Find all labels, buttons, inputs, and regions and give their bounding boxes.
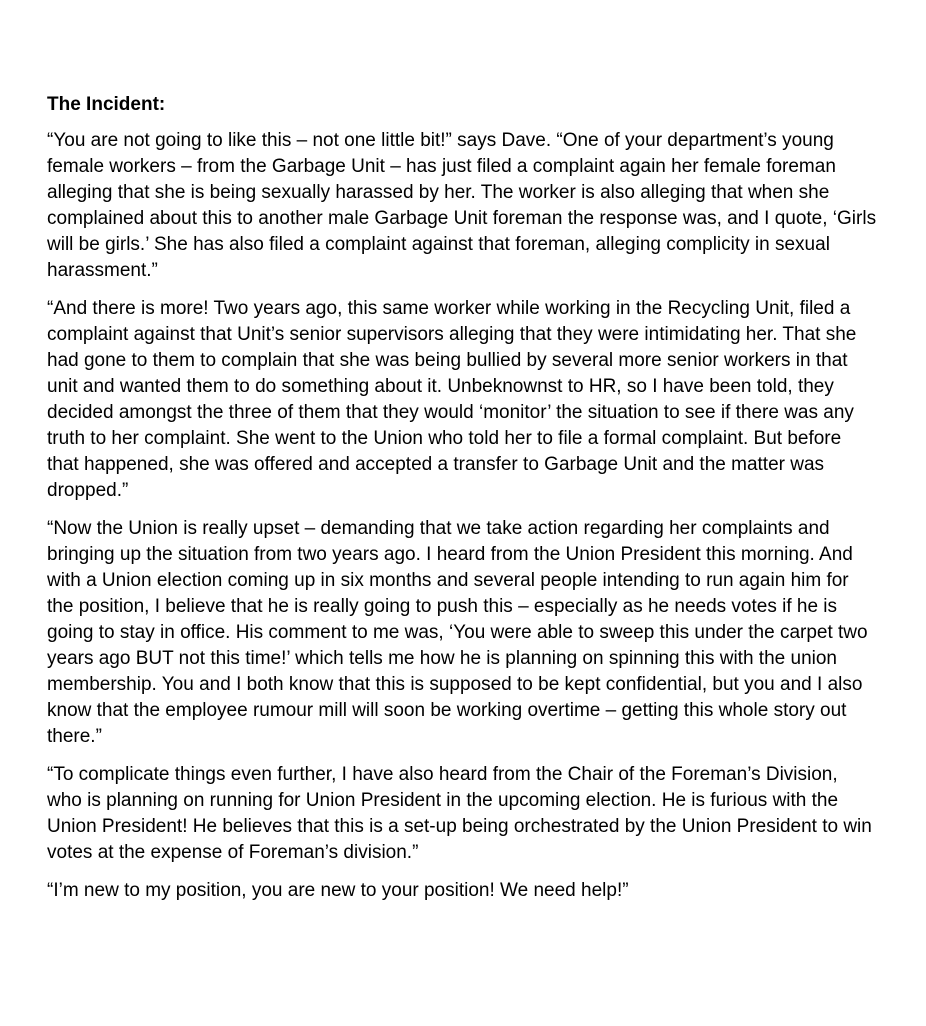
document-page xyxy=(47,92,877,916)
paragraph-union-upset: “Now the Union is really upset – demanding that we take action regarding her complaints and bringing up the situation from two years ago. I heard from the Union President this morning. And with a Union election coming up in six months and several people intending to run again him for the position, I believe that he is really going to push this – especially as he needs votes if he is going to stay in office. His comment to me was, ‘You were able to sweep this under the carpet two years ago BUT not this time!’ which tells me how he is planning on spinning this with the union membership. You and I both know that this is supposed to be kept confidential, but you and I also know that the employee rumour mill will soon be working overtime – getting this whole story out there.” xyxy=(47,518,868,747)
paragraph-need-help: “I’m new to my position, you are new to your position! We need help!” xyxy=(47,880,629,901)
paragraph-foreman-division: “To complicate things even further, I have also heard from the Chair of the Foreman’s Division, who is planning on running for Union President in the upcoming election. He is furious with the Union President! He believes that this is a set-up being orchestrated by the Union President to win votes at the expense of Foreman’s division.” xyxy=(47,764,872,863)
paragraph-incident-intro: “You are not going to like this – not one little bit!” says Dave. “One of your department’s young female workers – from the Garbage Unit – has just filed a complaint again her female foreman alleging that she is being sexually harassed by her. The worker is also alleging that when she complained about this to another male Garbage Unit foreman the response was, and I quote, ‘Girls will be girls.’ She has also filed a complaint against that foreman, alleging complicity in sexual harassment.” xyxy=(47,130,877,281)
section-heading: The Incident: xyxy=(47,94,166,115)
paragraph-recycling-history: “And there is more! Two years ago, this same worker while working in the Recycling Unit, filed a complaint against that Unit’s senior supervisors alleging that they were intimidating her. That she had gone to them to complain that she was being bullied by several more senior workers in that unit and wanted them to do something about it. Unbeknownst to HR, so I have been told, they decided amongst the three of them that they would ‘monitor’ the situation to see if there was any truth to her complaint. She went to the Union who told her to file a formal complaint. But before that happened, she was offered and accepted a transfer to Garbage Unit and the matter was dropped.” xyxy=(47,298,857,501)
